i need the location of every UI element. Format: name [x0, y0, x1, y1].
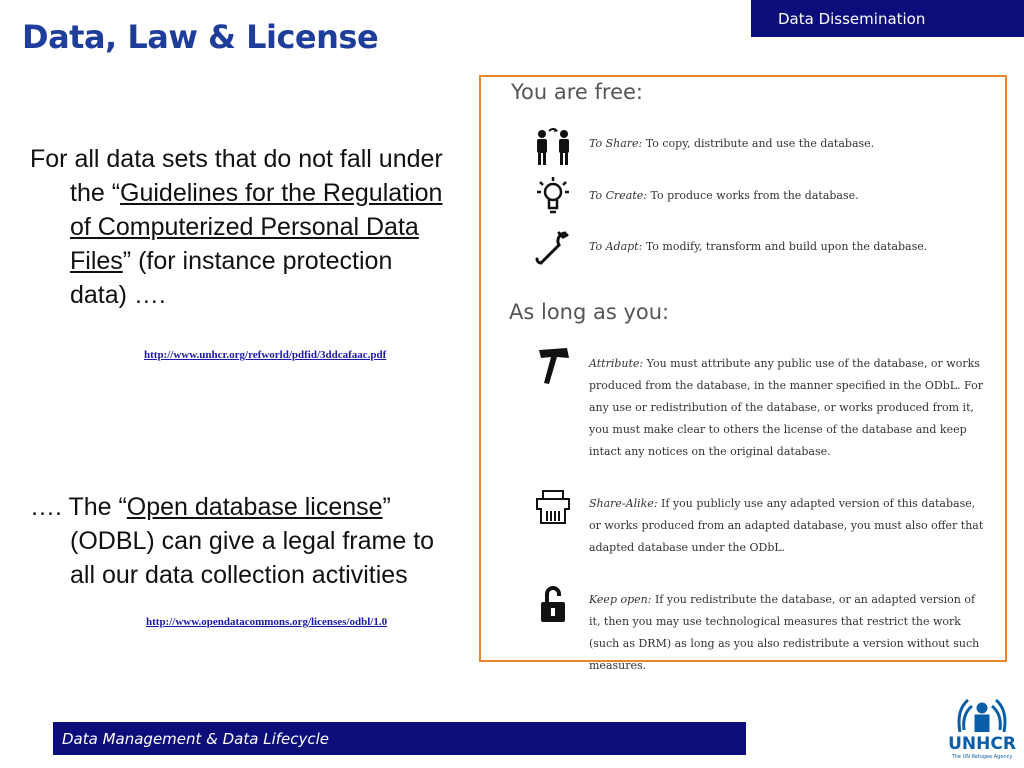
logo-tagline: The UN Refugee Agency [951, 754, 1013, 760]
attribution-icon [531, 344, 575, 388]
share-text: To copy, distribute and use the database. [645, 137, 875, 150]
para1-suffix: ” (for instance protection data) …. [70, 247, 393, 309]
para1-prefix: For all data sets that do not fall under the “ [30, 145, 443, 207]
share-alike-text: If you publicly use any adapted version of this database, or works produced from an adapted database, you must also offer that adapted database under the ODbL. [589, 497, 984, 554]
license-summary-panel [479, 75, 1007, 672]
section-label: Data Dissemination [778, 9, 926, 28]
attribute-text: You must attribute any public use of the database, or works produced from the database, in the manner specified in the ODbL. For any use or redistribution of the database, or works produced from it, you must make clear to others the license of the database and keep intact any notices on the original database. [589, 357, 983, 458]
wrench-icon [531, 227, 575, 271]
condition-share-alike [589, 493, 989, 559]
share-term: To Share: [589, 137, 643, 150]
create-term: To Create: [589, 189, 647, 202]
section-header-bar [751, 0, 1024, 37]
keep-open-text: If you redistribute the database, or an adapted version of it, then you may use technological measures that restrict the work (such as DRM) as long as you also redistribute a version without such measures. [589, 593, 980, 672]
keep-open-term: Keep open: [589, 593, 652, 606]
footer-label: Data Management & Data Lifecycle [62, 729, 330, 748]
adapt-term: To Adapt: [589, 240, 643, 253]
condition-keep-open [589, 589, 989, 677]
condition-attribute [589, 353, 989, 463]
paragraph-guidelines [30, 142, 450, 312]
free-item-share [589, 133, 989, 155]
slide-title: Data, Law & License [22, 18, 379, 56]
logo-wordmark: UNHCR [948, 734, 1016, 754]
footer-bar [53, 722, 746, 755]
create-text: To produce works from the database. [650, 189, 859, 202]
odbl-link[interactable]: Open database license [126, 493, 383, 521]
para2-suffix: ” (ODBL) can give a legal frame to all our data collection activities [70, 493, 435, 589]
share-alike-term: Share-Alike: [589, 497, 658, 510]
paragraph-odbl [30, 490, 450, 592]
adapt-text: To modify, transform and build upon the database. [645, 240, 928, 253]
free-item-create [589, 185, 989, 207]
attribute-term: Attribute: [589, 357, 644, 370]
people-share-icon [531, 125, 575, 169]
free-item-adapt [589, 236, 989, 258]
share-alike-icon [531, 485, 575, 529]
unlock-icon [531, 582, 575, 626]
lightbulb-icon [531, 174, 575, 218]
free-heading: You are free: [511, 80, 643, 104]
conditions-heading: As long as you: [509, 300, 670, 324]
odbl-url-link[interactable]: http://www.opendatacommons.org/licenses/odbl/1.0 [146, 616, 388, 628]
refworld-url-link[interactable]: http://www.unhcr.org/refworld/pdfid/3ddcafaac.pdf [144, 349, 387, 361]
guidelines-link[interactable]: Guidelines for the Regulation of Computerized Personal Data Files [70, 179, 443, 275]
para2-prefix: …. The “ [30, 493, 127, 521]
